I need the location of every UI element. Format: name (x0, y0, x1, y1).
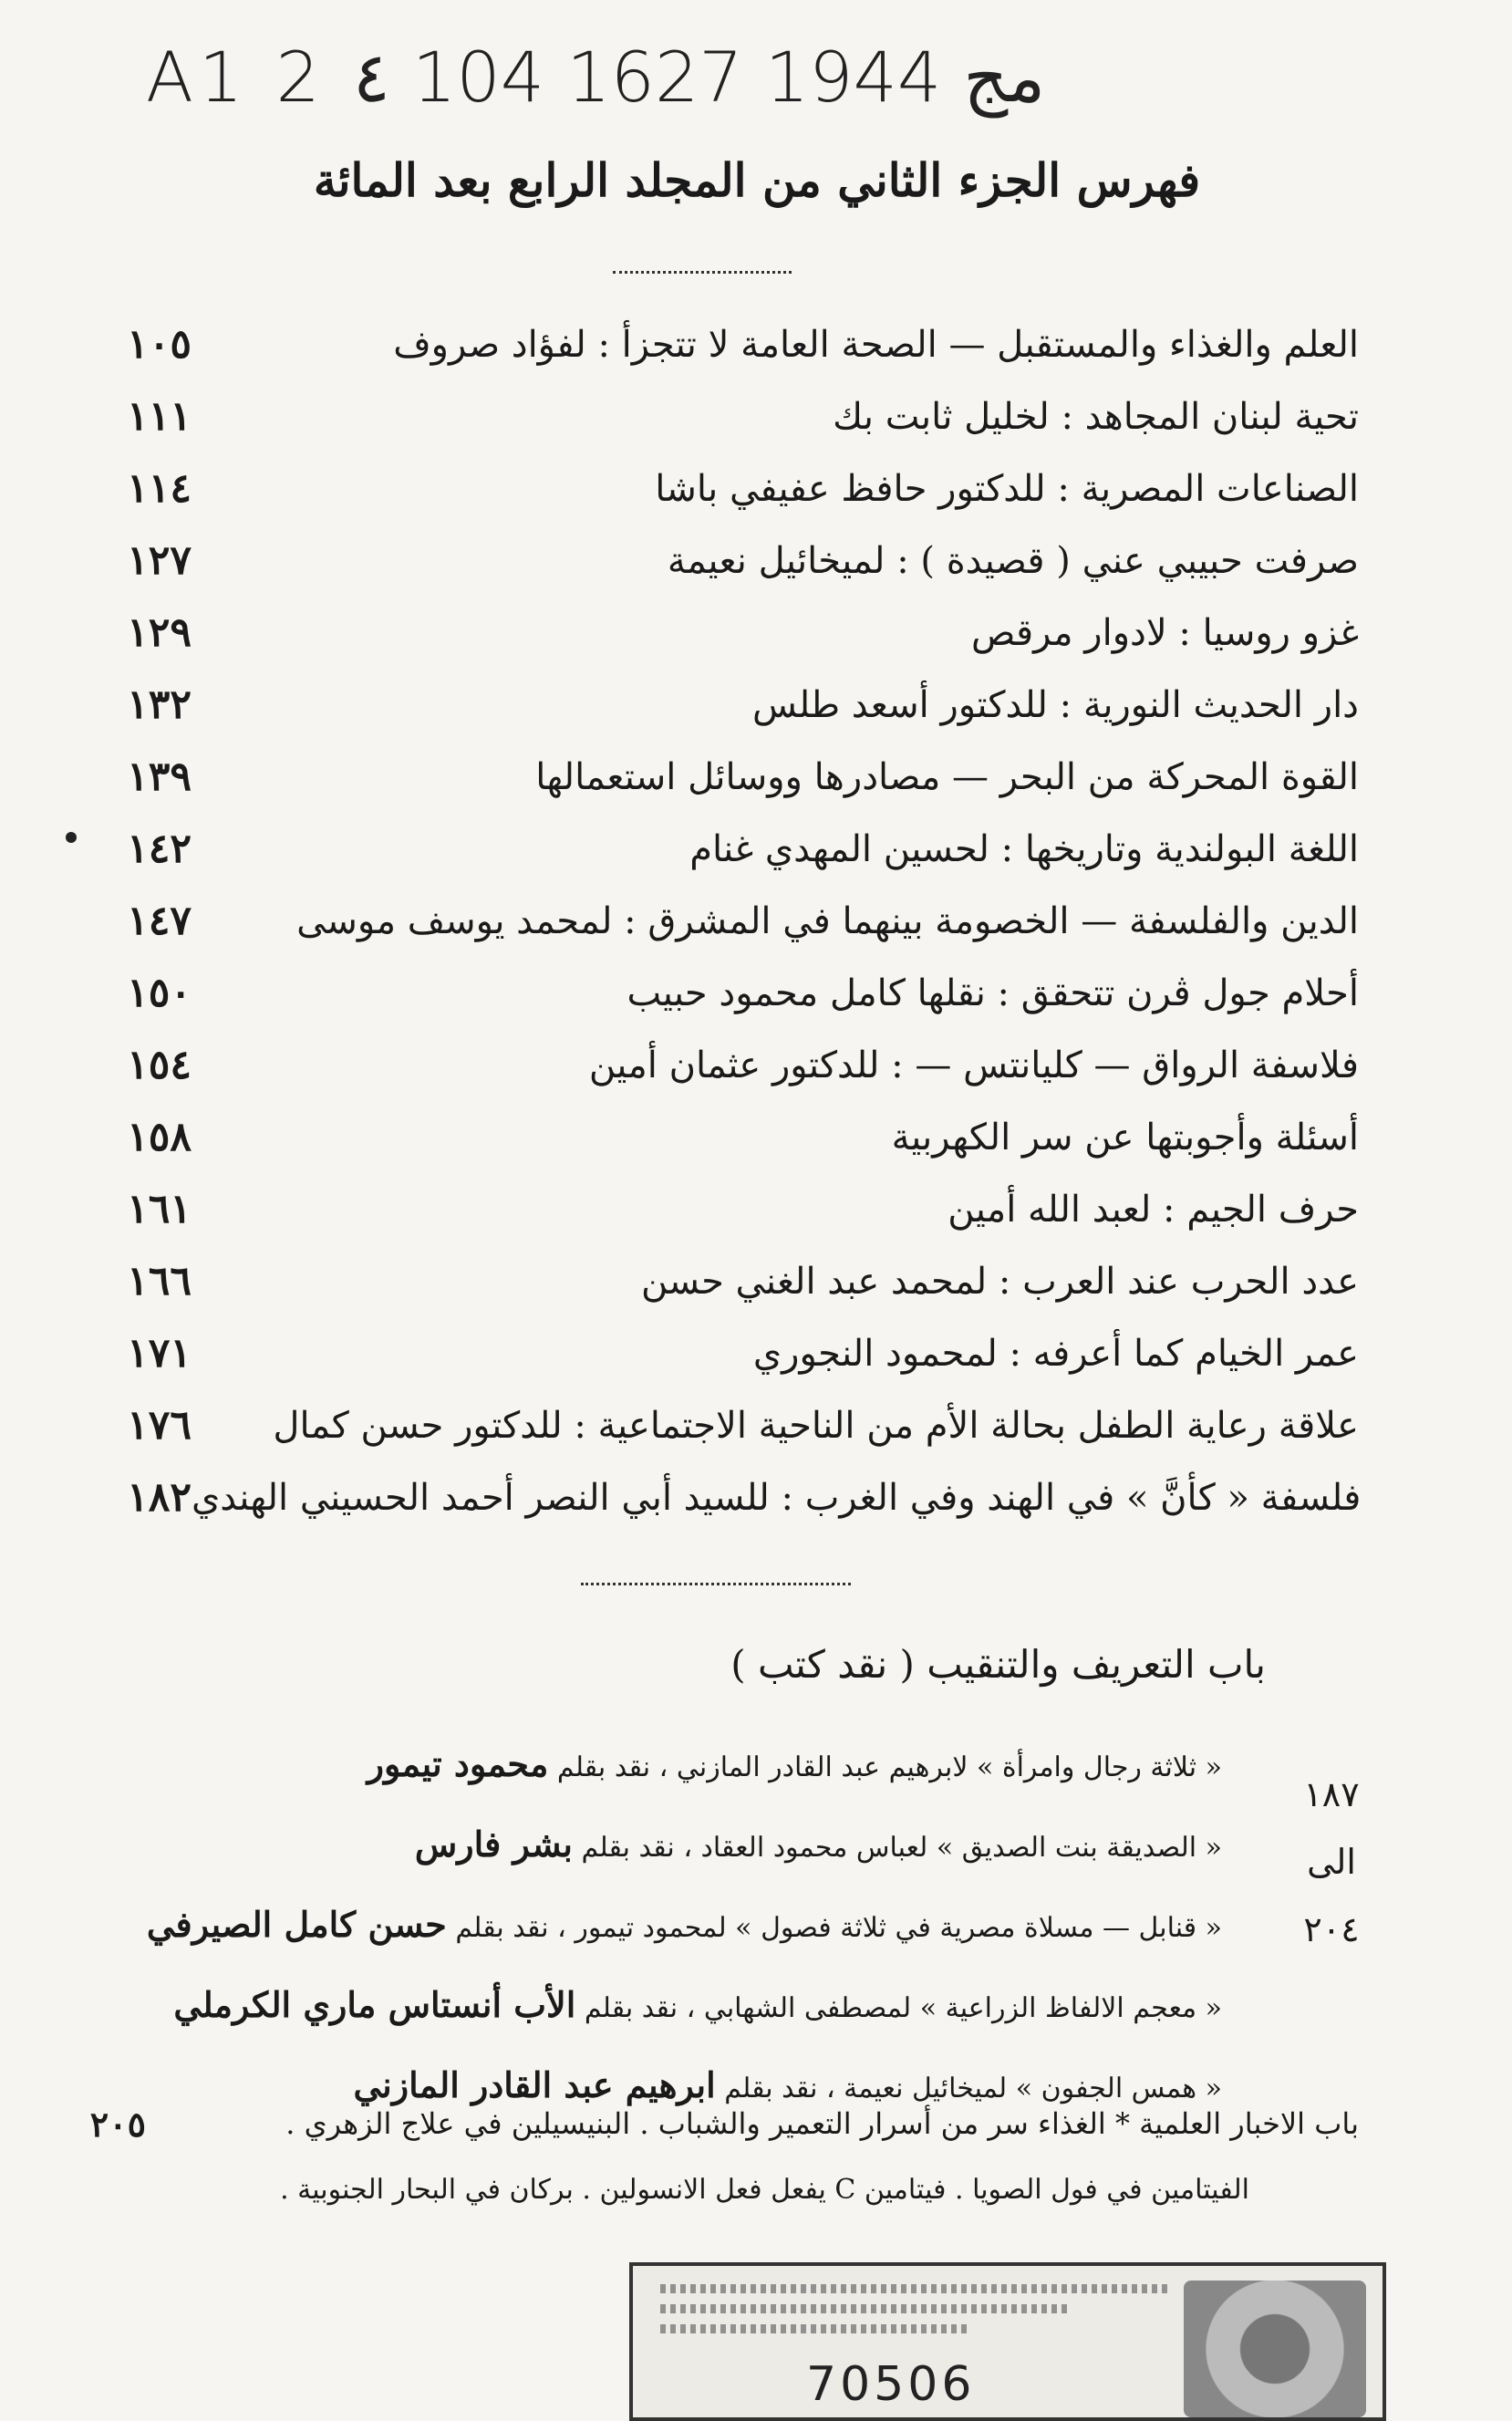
review-text: « ثلاثة رجال وامرأة » لابرهيم عبد القادر المازني ، نقد بقلم (556, 1751, 1222, 1783)
toc-page-number: ١٤٢ (127, 826, 192, 872)
toc-page-number: ١٠٥ (127, 321, 192, 368)
toc-entry (73, 1173, 1395, 1245)
range-end: ٢٠٤ (1303, 1909, 1360, 1949)
divider-middle (581, 1583, 851, 1585)
stamp-text-lines (660, 2284, 1171, 2344)
toc-title: القوة المحركة من البحر — مصادرها ووسائل استعمالها (535, 755, 1359, 798)
news-page-number: ٢٠٥ (89, 2103, 146, 2145)
toc-title: غزو روسيا : لادوار مرقص (970, 611, 1359, 654)
stamp-seal-image (1184, 2281, 1366, 2417)
toc-page-number: ١٦١ (127, 1186, 192, 1232)
toc-entry (73, 1389, 1395, 1461)
toc-entry (73, 452, 1395, 525)
toc-page-number: ١٥٨ (127, 1114, 192, 1160)
reviews-section-title: باب التعريف والتنقيب ( نقد كتب ) (730, 1642, 1266, 1687)
toc-entry (73, 1317, 1395, 1389)
toc-page-number: ١٢٧ (127, 537, 192, 584)
review-entry (173, 1724, 1222, 1804)
toc-entry (73, 1101, 1395, 1173)
toc-page-number: ١٧١ (127, 1330, 192, 1377)
toc-entry (73, 525, 1395, 597)
toc-entry (73, 1029, 1395, 1101)
toc-page-number: ١٥٠ (127, 970, 192, 1016)
toc-title: أحلام جول ڤرن تتحقق : نقلها كامل محمود حبيب (627, 972, 1359, 1014)
review-text: « الصديقة بنت الصديق » لعباس محمود العقاد ، نقد بقلم (581, 1832, 1222, 1864)
review-text: « همس الجفون » لميخائيل نعيمة ، نقد بقلم (724, 2073, 1222, 2104)
science-news-section (27, 2089, 1395, 2222)
toc-entry (73, 669, 1395, 741)
news-line-2: الفيتامين في فول الصويا . فيتامين C يفعل فعل الانسولين . بركان في البحار الجنوبية . (280, 2174, 1249, 2206)
ink-speck (66, 832, 77, 843)
review-text: « قنابل — مسلاة مصرية في ثلاثة فصول » لمحمود تيمور ، نقد بقلم (455, 1912, 1222, 1944)
toc-page-number: ١٦٦ (127, 1258, 192, 1304)
toc-page-number: ١١١ (127, 393, 192, 440)
toc-title: حرف الجيم : لعبد الله أمين (948, 1188, 1359, 1231)
toc-title: أسئلة وأجوبتها عن سر الكهربية (891, 1116, 1359, 1159)
toc-title: دار الحديث النورية : للدكتور أسعد طلس (752, 683, 1359, 726)
review-entry (173, 1804, 1222, 1885)
review-critic: ابرهيم عبد القادر المازني (353, 2064, 716, 2105)
news-entry (27, 2089, 1395, 2158)
toc-page-number: ١٣٢ (127, 681, 192, 728)
toc-title: عمر الخيام كما أعرفه : لمحمود النجوري (752, 1332, 1359, 1375)
toc-entry (73, 813, 1395, 885)
review-entry (173, 1965, 1222, 2045)
page-title: فهرس الجزء الثاني من المجلد الرابع بعد المائة (313, 153, 1201, 207)
toc-page-number: ١٧٦ (127, 1402, 192, 1449)
divider-top (613, 271, 792, 274)
review-critic: بشر فارس (414, 1824, 573, 1865)
reviews-list (146, 1724, 1222, 2125)
toc-title: اللغة البولندية وتاريخها : لحسين المهدي غنام (689, 827, 1359, 870)
toc-title: الصناعات المصرية : للدكتور حافظ عفيفي باشا (655, 467, 1359, 510)
toc-entry (73, 741, 1395, 813)
toc-entry (73, 1461, 1395, 1533)
review-critic: محمود تيمور (367, 1743, 549, 1784)
table-of-contents (73, 308, 1395, 1533)
reviews-page-range (1277, 1761, 1386, 1963)
review-critic: الأب أنستاس ماري الكرملي (173, 1984, 576, 2025)
library-stamp (629, 2262, 1386, 2421)
toc-page-number: ١٥٤ (127, 1042, 192, 1088)
review-entry (146, 1885, 1222, 1965)
review-critic: حسن كامل الصيرفي (146, 1904, 447, 1945)
toc-title: علاقة رعاية الطفل بحالة الأم من الناحية الاجتماعية : للدكتور حسن كمال (273, 1404, 1359, 1447)
toc-entry (73, 1245, 1395, 1317)
toc-entry (73, 957, 1395, 1029)
toc-title: صرفت حبيبي عني ( قصيدة ) : لميخائيل نعيمة (667, 539, 1359, 582)
toc-title: العلم والغذاء والمستقبل — الصحة العامة لا تتجزأ : لفؤاد صروف (393, 323, 1359, 366)
toc-entry (73, 597, 1395, 669)
toc-title: الدين والفلسفة — الخصومة بينهما في المشرق : لمحمد يوسف موسى (296, 899, 1359, 942)
handwritten-catalog-note: A1 2 ٤ 104 مج 1944 1627 (146, 36, 1046, 118)
toc-title: تحية لبنان المجاهد : لخليل ثابت بك (833, 395, 1359, 438)
stamp-accession-number: 70506 (806, 2357, 976, 2412)
news-line-1: باب الاخبار العلمية * الغذاء سر من أسرار التعمير والشباب . البنيسيلين في علاج الزهري . (285, 2106, 1359, 2141)
toc-page-number: ١٣٩ (127, 753, 192, 800)
toc-page-number: ١١٤ (127, 465, 192, 512)
toc-title: فلسفة « كأنَّ » في الهند وفي الغرب : للسيد أبي النصر أحمد الحسيني الهندي (192, 1476, 1362, 1519)
range-separator: الى (1307, 1842, 1356, 1882)
toc-page-number: ١٨٢ (127, 1474, 192, 1521)
toc-title: فلاسفة الرواق — كليانتس — : للدكتور عثمان أمين (588, 1044, 1359, 1086)
toc-page-number: ١٢٩ (127, 609, 192, 656)
toc-title: عدد الحرب عند العرب : لمحمد عبد الغني حسن (640, 1260, 1359, 1303)
toc-entry (73, 308, 1395, 380)
toc-entry (73, 885, 1395, 957)
range-start: ١٨٧ (1303, 1774, 1360, 1814)
toc-page-number: ١٤٧ (127, 898, 192, 944)
review-text: « معجم الالفاظ الزراعية » لمصطفى الشهابي ، نقد بقلم (584, 1992, 1222, 2024)
toc-entry (73, 380, 1395, 452)
